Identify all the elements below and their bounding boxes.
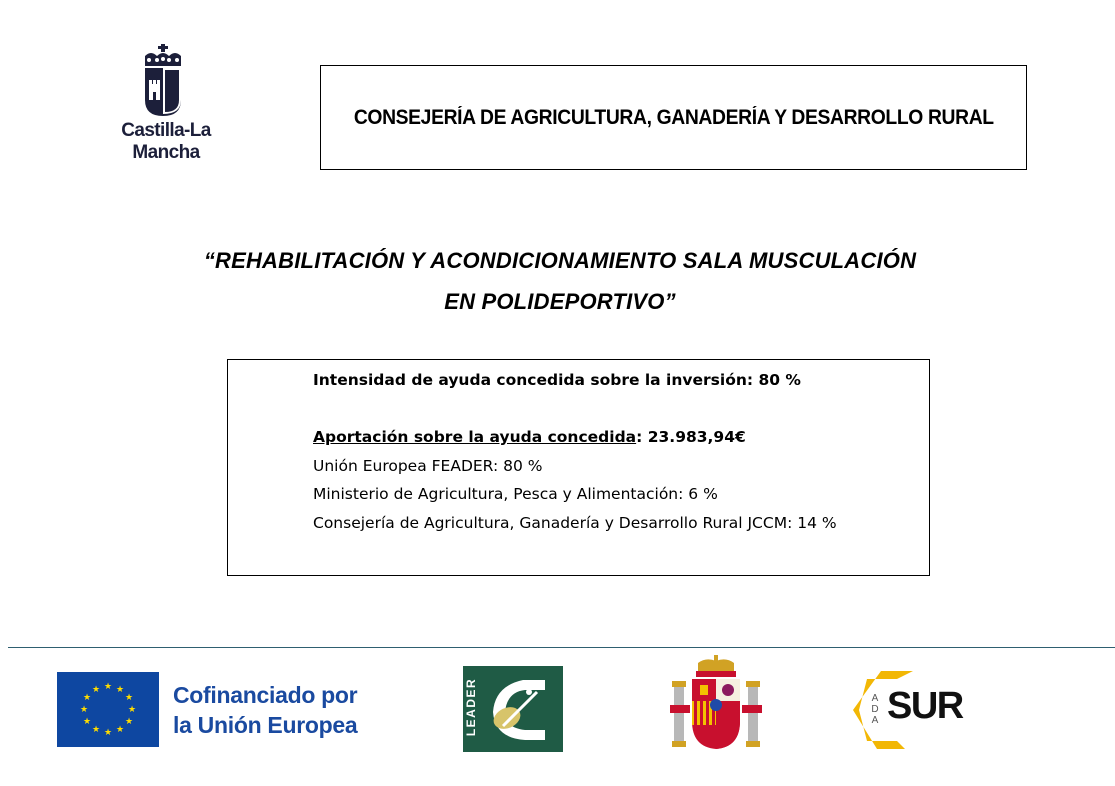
castilla-la-mancha-logo (88, 44, 244, 163)
funding-info-box (227, 359, 930, 576)
spain-coat-of-arms-icon (670, 655, 762, 752)
svg-text:★: ★ (124, 717, 134, 727)
project-title-line1: “REHABILITACIÓN Y ACONDICIONAMIENTO SALA MUSCULACIÓN (203, 248, 917, 273)
header-title: CONSEJERÍA DE AGRICULTURA, GANADERÍA Y DESARROLLO RURAL (353, 105, 994, 129)
ada-sur-logo (853, 667, 963, 753)
eu-cofinance-text (173, 680, 357, 740)
project-title-line2: EN POLIDEPORTIVO” (444, 289, 676, 314)
leader-logo (463, 666, 563, 752)
ada-sur-main-text: SUR (887, 685, 963, 727)
crown-castle-icon (141, 44, 185, 118)
svg-text:★: ★ (82, 693, 92, 703)
contribution-value: : 23.983,94€ (636, 428, 746, 447)
clm-logo-text: Castilla-La Mancha (121, 120, 211, 163)
svg-text:★: ★ (82, 717, 92, 727)
svg-text:★: ★ (124, 693, 134, 703)
leader-logo-text: LEADER (464, 677, 478, 737)
footer-divider (8, 647, 1115, 648)
svg-text:★: ★ (115, 725, 125, 735)
svg-text:★: ★ (79, 705, 89, 715)
eu-text-line1: Cofinanciado por (173, 682, 358, 708)
eu-flag-icon (57, 672, 159, 747)
svg-text:★: ★ (127, 705, 137, 715)
leader-emblem-icon (463, 666, 563, 752)
contribution-line (313, 423, 837, 452)
regional-contribution: Consejería de Agricultura, Ganadería y Desarrollo Rural JCCM: 14 % (313, 513, 837, 532)
aid-intensity: Intensidad de ayuda concedida sobre la inversión: 80 % (313, 371, 801, 389)
ministry-contribution: Ministerio de Agricultura, Pesca y Alimentación: 6 % (313, 485, 718, 504)
project-title (120, 240, 1000, 322)
eu-contribution: Unión Europea FEADER: 80 % (313, 456, 543, 475)
contribution-label: Aportación sobre la ayuda concedida (313, 428, 637, 447)
svg-text:★: ★ (103, 728, 113, 738)
svg-text:★: ★ (91, 685, 101, 695)
svg-text:★: ★ (115, 685, 125, 695)
svg-text:★: ★ (103, 682, 113, 692)
eu-text-line2: la Unión Europea (173, 712, 358, 738)
ada-sur-small-text: A D A (871, 693, 879, 726)
svg-text:★: ★ (91, 725, 101, 735)
header-box (320, 65, 1027, 170)
